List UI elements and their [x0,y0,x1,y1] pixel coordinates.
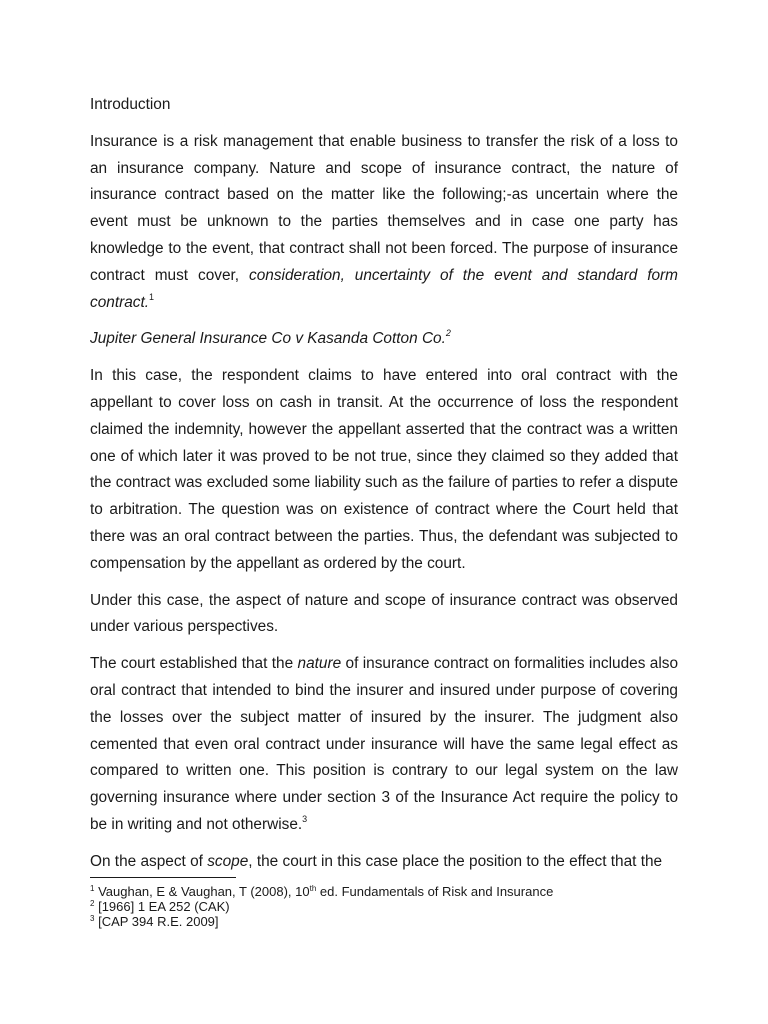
footnote-num: 2 [90,899,95,908]
footnote-num: 3 [90,914,95,923]
case-facts-paragraph: In this case, the respondent claims to have entered into oral contract with the appellant to cover loss on cash in transit. At the occurrence of loss the respondent claimed the indemnity, however the appellant asserted that the contract was a written one of which later it was proved to be not true, since they claimed so they added that the contract was excluded some liability such as the failure of parties to refer a dispute to arbitration. The question was on existence of contract where the Court held that there was an oral contract between the parties. Thus, the defendant was subjected to compensation by the appellant as ordered by the court. [90,367,678,572]
footnote-ref-3: 3 [302,813,308,824]
nature-text-after: of insurance contract on formalities includes also oral contract that intended to bind the insurer and insured under purpose of covering the losses over the subject matter of insured by the insurer. The judgment also cemented that even oral contract under insurance will have the same legal effect as compared to written one. This position is contrary to our legal system on the law governing insurance where under section 3 of the Insurance Act require the policy to be in writing and not otherwise. [90,655,679,833]
footnote-num: 1 [90,884,95,893]
footnote-1 [90,884,678,899]
footnote-ref-1: 1 [149,291,155,302]
nature-text-before: The court established that the [90,655,298,673]
case-title [90,326,678,353]
scope-emphasis: scope [207,852,249,870]
intro-text: Insurance is a risk management that enable business to transfer the risk of a loss to an insurance company. Nature and scope of insurance contract, the nature of insurance contract based on the matter like the following;-as uncertain where the event must be unknown to the parties themselves and in case one party has knowledge to the event, that contract shall not been forced. The purpose of insurance contract must cover, [90,132,678,284]
footnote-2 [90,899,678,914]
intro-italic-text: consideration, uncertainty of the event and standard form contract. [90,266,678,311]
footnotes [90,884,678,929]
footnote-divider [90,877,236,878]
footnote-3 [90,914,678,929]
section-heading: Introduction [90,96,171,113]
scope-paragraph [90,849,678,876]
document-body [90,92,678,886]
scope-text-after: , the court in this case place the position to the effect that the [248,852,663,870]
footnote-ref-2: 2 [445,328,451,339]
footnote-text: [CAP 394 R.E. 2009] [98,914,219,929]
footnote-text: Vaughan, E & Vaughan, T (2008), 10 [98,884,310,899]
scope-text-before: On the aspect of [90,852,208,870]
aspect-paragraph: Under this case, the aspect of nature and scope of insurance contract was observed under various perspectives. [90,591,678,636]
footnote-text: ed. Fundamentals of Risk and Insurance [316,884,554,899]
nature-paragraph [90,651,678,839]
intro-paragraph [90,129,678,317]
footnote-text: [1966] 1 EA 252 (CAK) [98,899,230,914]
nature-emphasis: nature [297,655,342,673]
case-title-text: Jupiter General Insurance Co v Kasanda Cotton Co. [90,330,446,348]
footnote-superscript: th [309,884,317,893]
